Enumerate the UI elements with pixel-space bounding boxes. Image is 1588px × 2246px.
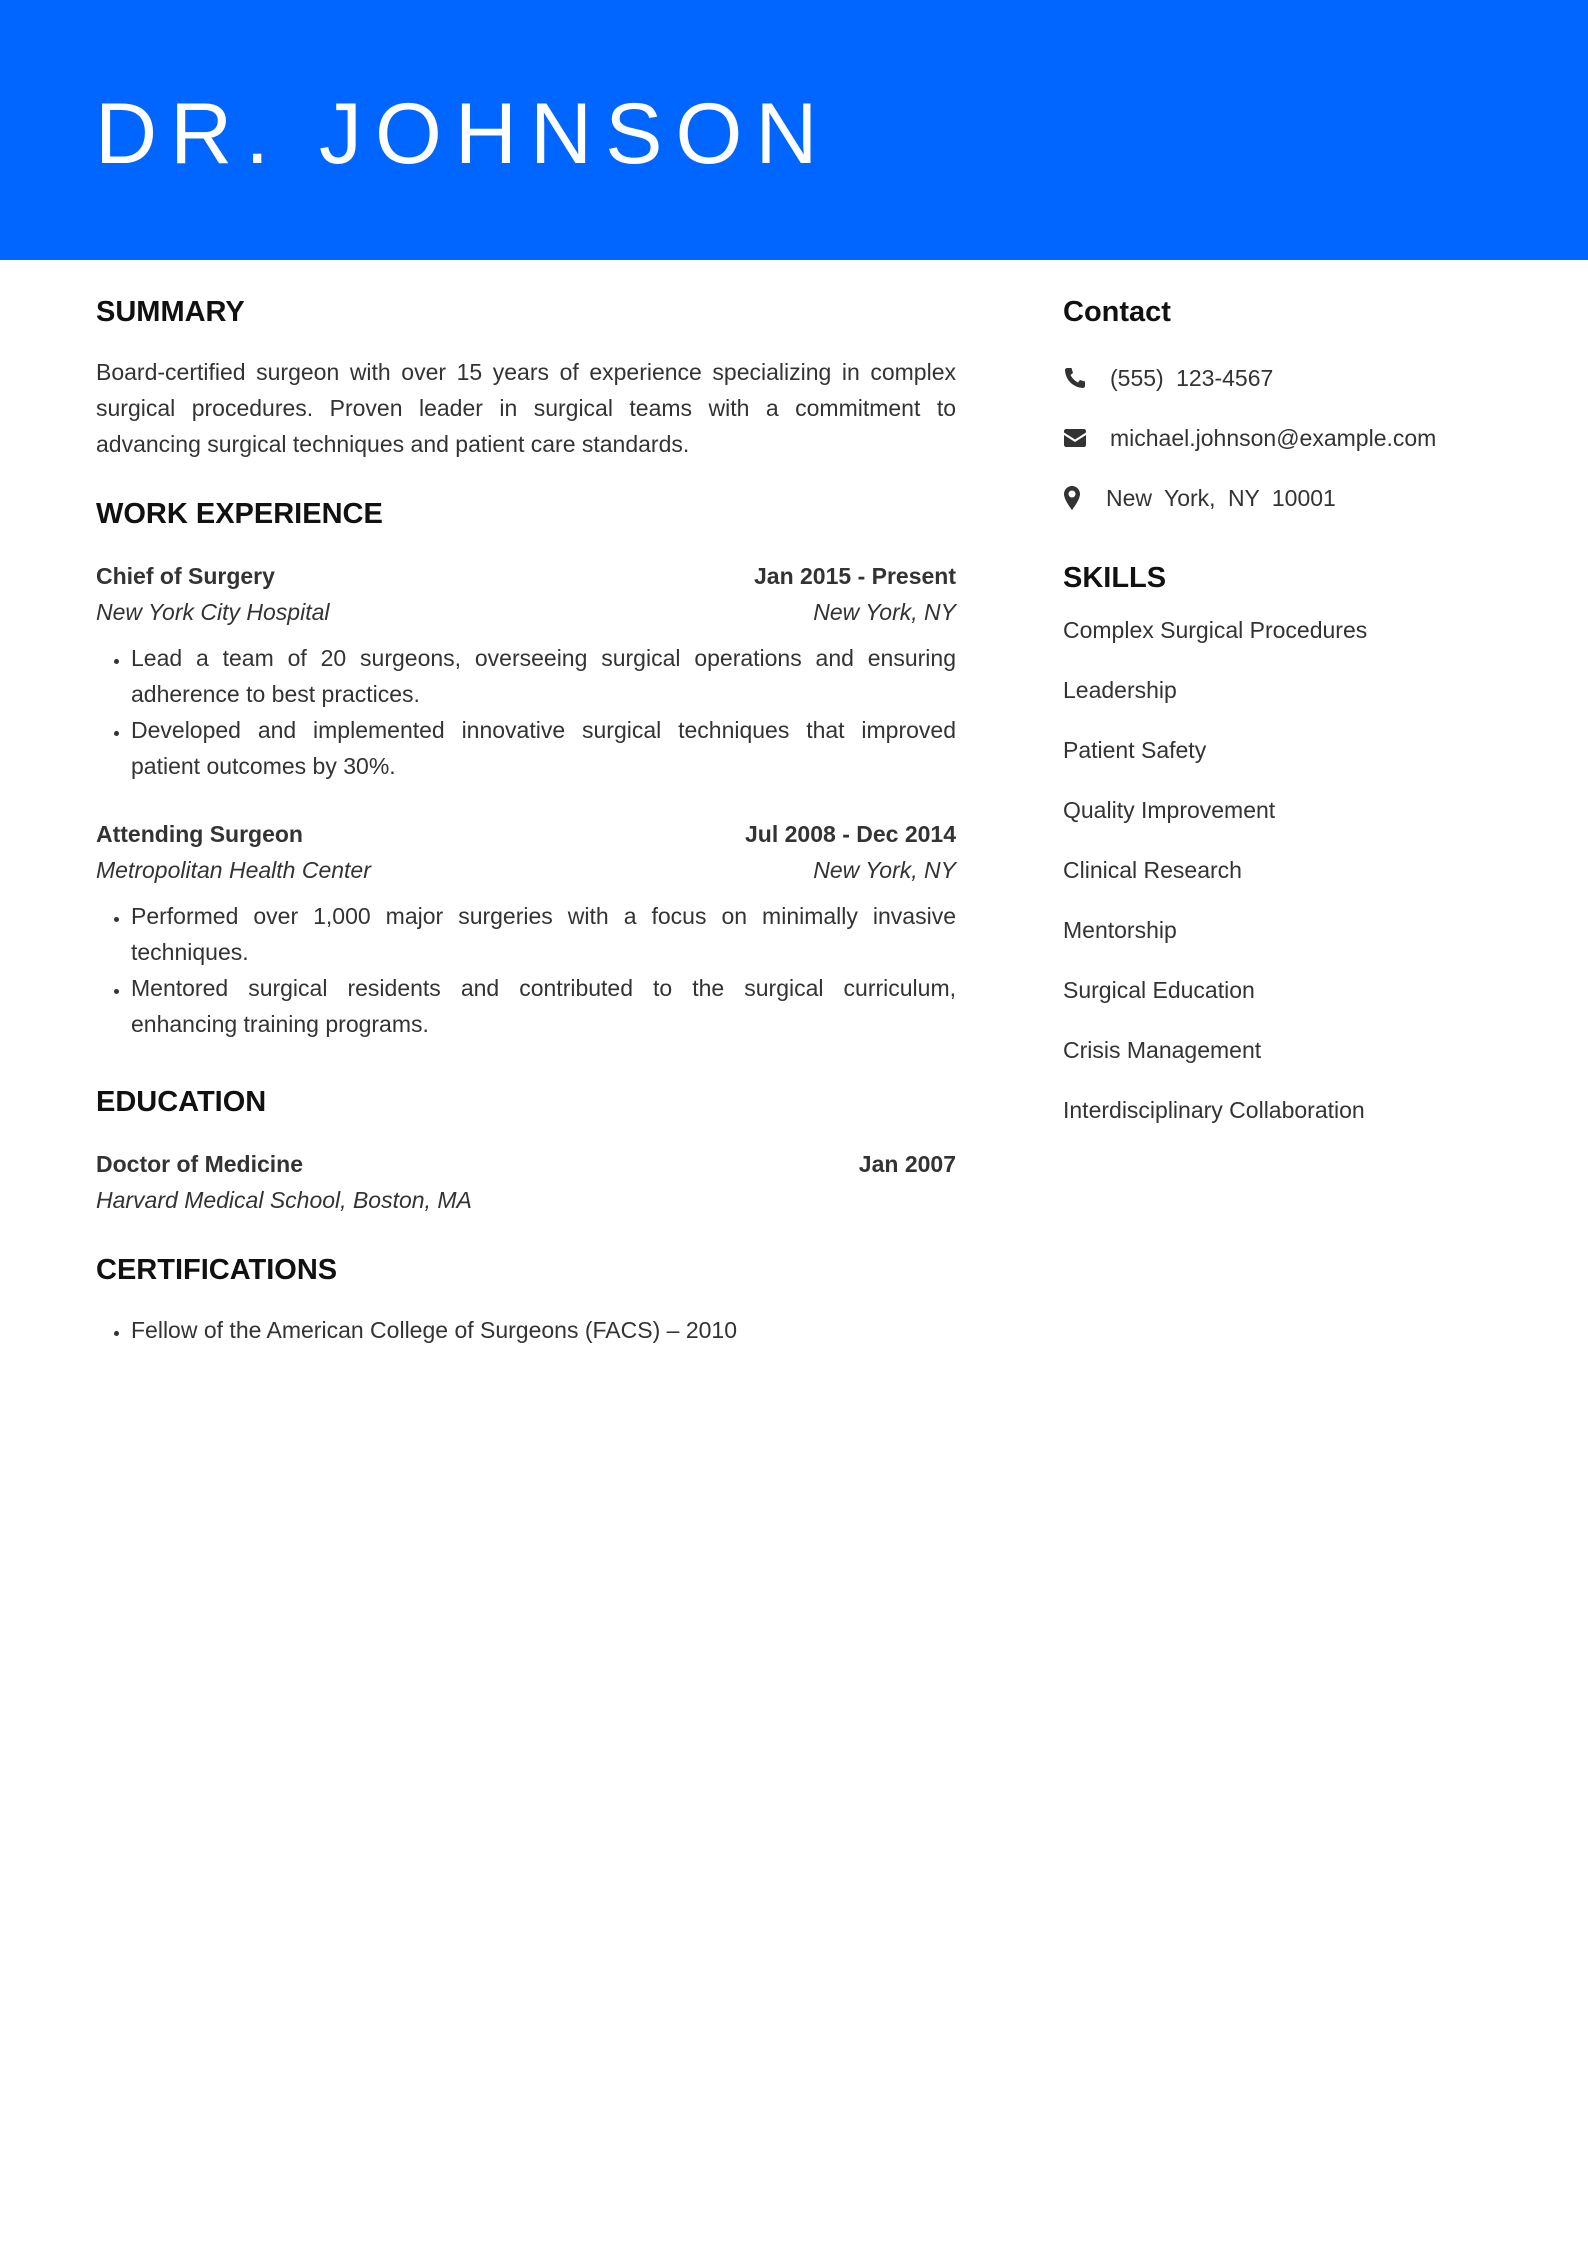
certification-item: • Fellow of the American College of Surgeons (FACS) – 2010 — [131, 1312, 956, 1348]
contact-title: Contact — [1063, 296, 1171, 328]
education-date: Jan 2007 — [858, 1151, 956, 1177]
certifications-title: CERTIFICATIONS — [96, 1254, 338, 1286]
contact-location — [1063, 480, 1493, 516]
summary-text: Board-certified surgeon with over 15 years of experience specializing in complex surgical procedures. Proven leader in surgical teams with a commitment to advancing surgical techniques and patient care standards. — [96, 359, 956, 457]
job-dates: Jan 2015 - Present — [753, 563, 956, 589]
skill-item: Clinical Research — [1063, 857, 1242, 883]
education-title: EDUCATION — [96, 1086, 267, 1118]
job-location: New York, NY — [813, 857, 956, 883]
work-experience-section — [96, 494, 956, 1042]
skill-item: Surgical Education — [1063, 977, 1255, 1003]
candidate-name: DR. JOHNSON — [95, 86, 831, 182]
job-bullets — [96, 898, 956, 1042]
contact-section — [1063, 292, 1493, 516]
work-experience-title: WORK EXPERIENCE — [96, 498, 383, 530]
skill-item: Leadership — [1063, 677, 1177, 703]
job-dates: Jul 2008 - Dec 2014 — [745, 821, 956, 847]
certifications-list — [96, 1312, 956, 1348]
job-bullet: • Lead a team of 20 surgeons, overseeing surgical operations and ensuring adherence to best practices. — [131, 640, 956, 712]
contact-email — [1063, 420, 1493, 456]
skill-item: Patient Safety — [1063, 737, 1207, 763]
education-school: Harvard Medical School, Boston, MA — [96, 1187, 472, 1213]
summary-section — [96, 292, 956, 462]
summary-title: SUMMARY — [96, 296, 245, 328]
skill-item: Quality Improvement — [1063, 797, 1276, 823]
skill-item: Interdisciplinary Collaboration — [1063, 1097, 1365, 1123]
contact-email-text: michael.johnson@example.com — [1110, 425, 1437, 451]
education-degree: Doctor of Medicine — [96, 1151, 304, 1177]
job-organization: Metropolitan Health Center — [96, 857, 371, 883]
map-pin-icon — [1063, 485, 1083, 511]
job-bullet: • Mentored surgical residents and contributed to the surgical curriculum, enhancing training programs. — [131, 970, 956, 1042]
phone-icon — [1063, 365, 1089, 391]
job-entry — [96, 558, 956, 784]
certifications-section — [96, 1250, 956, 1348]
job-bullet: • Developed and implemented innovative surgical techniques that improved patient outcomes by 30%. — [131, 712, 956, 784]
sidebar-column — [1063, 292, 1493, 1152]
skill-item: Crisis Management — [1063, 1037, 1262, 1063]
job-organization: New York City Hospital — [96, 599, 330, 625]
skills-list — [1063, 612, 1493, 1128]
job-role: Chief of Surgery — [96, 563, 275, 589]
contact-location-text: New York, NY 10001 — [1106, 485, 1336, 511]
job-role: Attending Surgeon — [96, 821, 303, 847]
skill-item: Complex Surgical Procedures — [1063, 617, 1368, 643]
education-section — [96, 1082, 956, 1218]
main-column — [96, 292, 956, 1348]
contact-phone — [1063, 360, 1493, 396]
skill-item: Mentorship — [1063, 917, 1177, 943]
job-location: New York, NY — [813, 599, 956, 625]
job-bullets — [96, 640, 956, 784]
contact-phone-text: (555) 123-4567 — [1110, 365, 1274, 391]
skills-title: SKILLS — [1063, 562, 1167, 594]
header-banner — [0, 0, 1588, 260]
skills-section — [1063, 558, 1493, 1128]
job-entry — [96, 816, 956, 1042]
envelope-icon — [1063, 425, 1089, 451]
job-bullet: • Performed over 1,000 major surgeries with a focus on minimally invasive techniques. — [131, 898, 956, 970]
